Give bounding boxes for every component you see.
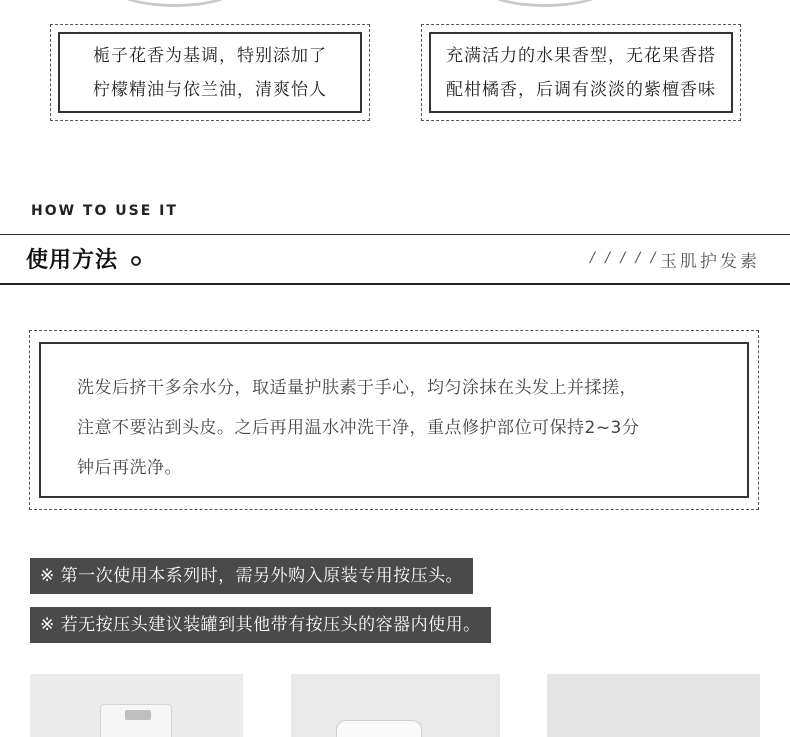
scent-left-line-1: 栀子花香为基调，特别添加了 [93,45,327,66]
slash-decoration: / / / / / [590,250,659,266]
usage-instructions-frame [39,342,749,498]
scent-description-left [50,24,370,121]
scent-description-right-frame [429,32,733,113]
pump-package-shape [100,704,172,737]
pump-nozzle-shape [336,720,422,737]
section-divider-top [0,234,790,235]
usage-line-2: 注意不要沾到头皮。之后再用温水冲洗干净，重点修护部位可保持2~3分 [77,418,640,438]
notice-banner-pump-purchase: ※ 第一次使用本系列时，需另外购入原装专用按压头。 [30,558,473,594]
usage-line-1: 洗发后挤干多余水分，取适量护肤素于手心，均匀涂抹在头发上并揉搓， [77,378,637,398]
section-divider-bottom [0,283,790,285]
section-title-chinese: 使用方法 [26,248,119,273]
pump-head-shape [125,710,151,720]
usage-line-3: 钟后再洗净。 [77,458,182,478]
product-name-label: 玉肌护发素 [660,252,760,272]
scent-description-left-frame [58,32,362,113]
scent-left-line-2: 柠檬精油与依兰油，清爽怡人 [93,79,327,100]
section-title-english: HOW TO USE IT [31,203,178,219]
scent-description-right [421,24,741,121]
product-cap-right [470,0,620,7]
scent-right-line-2: 配柑橘香，后调有淡淡的紫檀香味 [446,79,716,100]
circle-period-icon [131,256,141,266]
usage-instructions-box [29,330,759,510]
product-image-plain [547,674,760,737]
notice-banner-alternative-container: ※ 若无按压头建议装罐到其他带有按压头的容器内使用。 [30,607,491,643]
product-image-pump-head [291,674,500,737]
product-image-pump-packaged [30,674,243,737]
scent-right-line-1: 充满活力的水果香型，无花果香搭 [446,45,716,66]
product-cap-left [100,0,250,7]
